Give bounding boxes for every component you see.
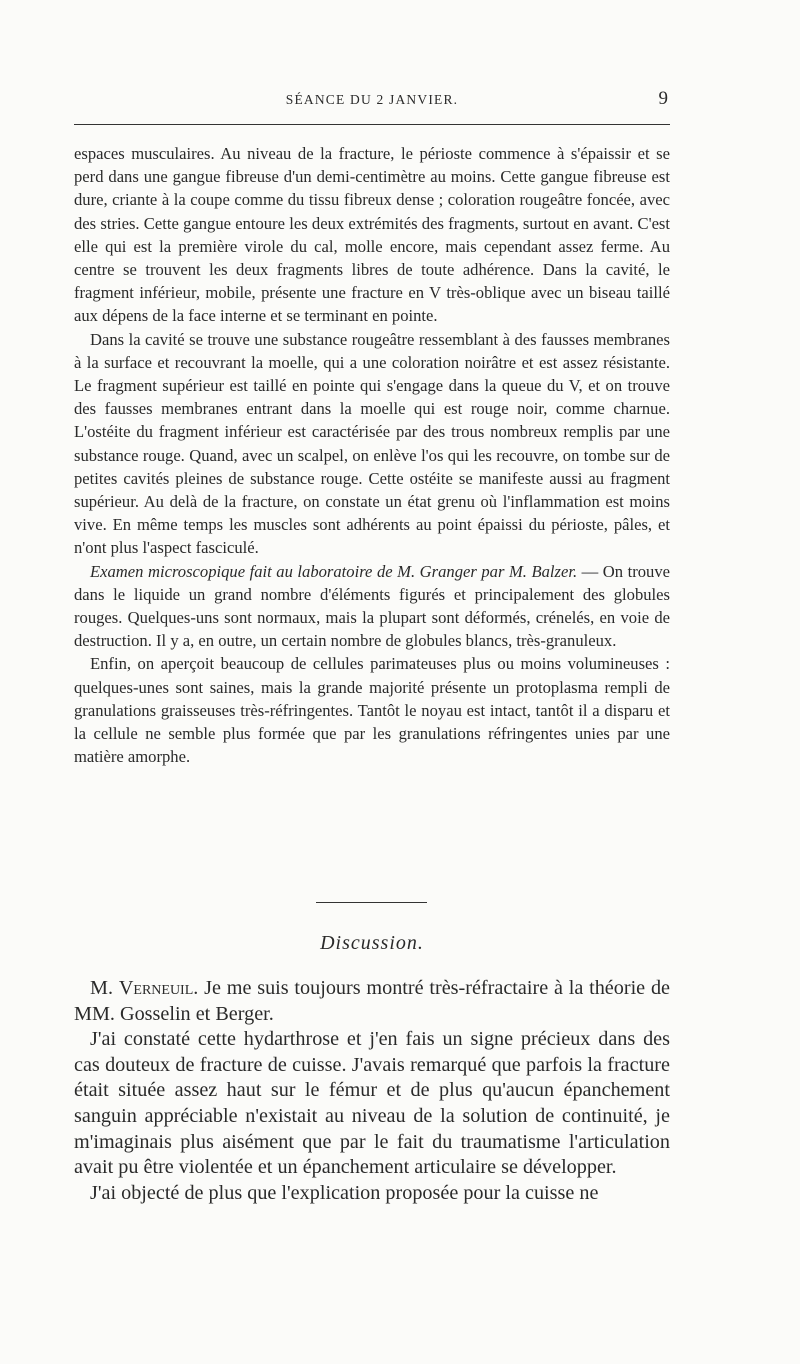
paragraph-cavity: Dans la cavité se trouve une substance rougeâtre ressemblant à des fausses membranes à la surface et recouvrant la moelle, qui a une coloration noirâtre et est assez résistante. Le fragment supérieur est taillé en pointe qui s'engage dans la queue du V, et on trouve des fausses membranes entrant dans la moelle qui est rouge noir, comme charnue. L'ostéite du fragment inférieur est caractérisée par des trous nombreux remplis par une substance rouge. Quand, avec un scalpel, on enlève l'os qui les recouvre, on tombe sur de petites cavités pleines de substance rouge. Cette ostéite se manifeste aussi au fragment supérieur. Au delà de la fracture, on constate un état grenu où l'inflammation est moins vive. En même temps les muscles sont adhérents au point épaissi du périoste, pâles, et n'ont plus l'aspect fasciculé. (74, 329, 670, 558)
case-report-text (74, 142, 670, 768)
discussion-text (74, 976, 670, 1206)
speaker-name: Verneuil (118, 977, 194, 999)
section-heading: Discussion. (320, 932, 424, 954)
speaker-statement: . Je me suis toujours montré très-réfractaire à la théorie de MM. Gosselin et Berger. (74, 977, 670, 1025)
microscopy-lead: Examen microscopique fait au laboratoire de M. Granger par M. Balzer. (90, 561, 578, 581)
paragraph-verneuil (74, 976, 670, 1027)
running-title: SÉANCE DU 2 JANVIER. (285, 92, 459, 107)
section-separator (316, 902, 427, 903)
header-rule (74, 124, 670, 125)
paragraph-gangue: espaces musculaires. Au niveau de la fracture, le périoste commence à s'épaissir et se perd dans une gangue fibreuse d'un demi-centimètre au moins. Cette gangue fibreuse est dure, criante à la coupe comme du tissu fibreux dense ; coloration rougeâtre foncée, avec des stries. Cette gangue entoure les deux extrémités des fragments, surtout en avant. C'est elle qui est la première virole du cal, molle encore, mais cependant assez ferme. Au centre se trouvent les deux fragments libres de toute adhérence. Dans la cavité, le fragment inférieur, mobile, présente une fracture en V très-oblique avec un biseau taillé aux dépens de la face interne et se terminant en pointe. (74, 144, 670, 326)
paragraph-objection: J'ai objecté de plus que l'explication proposée pour la cuisse ne (90, 1181, 599, 1204)
paragraph-hydarthrose: J'ai constaté cette hydarthrose et j'en fais un signe précieux dans des cas douteux de fracture de cuisse. J'avais remarqué que parfois la fracture était située assez haut sur le fémur et de plus qu'aucun épanchement sanguin appréciable n'existait au niveau de la solution de continuité, je m'imaginais plus aisément que par le fait du traumatisme l'articulation avait pu être violentée et un épanchement articulaire se développer. (74, 1028, 670, 1179)
paragraph-microscopy (74, 560, 670, 653)
running-header (74, 88, 670, 118)
page-number: 9 (658, 88, 668, 109)
speaker-prefix: M. (90, 977, 119, 999)
paragraph-cells: Enfin, on aperçoit beaucoup de cellules parimateuses plus ou moins volumineuses : quelques-unes sont saines, mais la grande majorité présente un protoplasma rempli de granulations graisseuses très-réfringentes. Tantôt le noyau est intact, tantôt il a disparu et la cellule ne semble plus formée que par les granulations réfringentes unies par une matière amorphe. (74, 654, 670, 767)
microscopy-text: — On trouve dans le liquide un grand nombre d'éléments figurés et principalement des globules rouges. Quelques-uns sont normaux, mais la plupart sont déformés, crénelés, en voie de destruction. Il y a, en outre, un certain nombre de globules blancs, très-granuleux. (74, 561, 671, 651)
